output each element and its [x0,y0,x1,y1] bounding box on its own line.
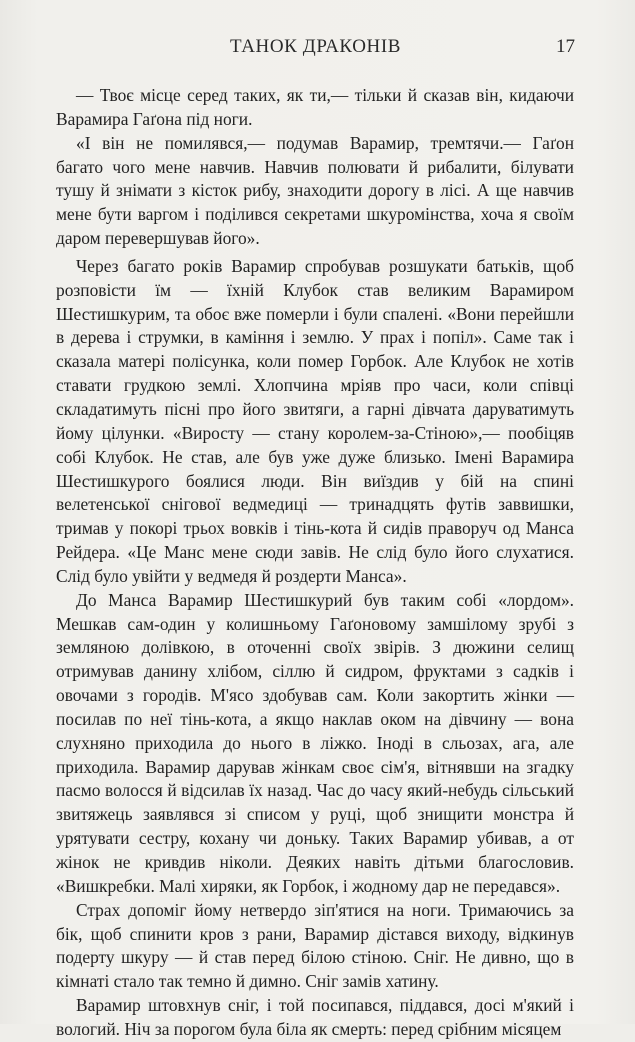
page-header [56,36,575,60]
paragraph-3: Через багато років Варамир спробував розшукати батьків, щоб розповісти їм — їхній Клубок став великим Варамиром Шестишкурим, та обоє вже померли і були спалені. «Вони перейшли в дерева і струмки, в каміння і землю. У прах і попіл». Саме так і сказала матері полісунка, коли помер Горбок. Але Клубок не хотів ставати грудкою землі. Хлопчина мріяв про часи, коли співці складатимуть пісні про його звитяги, а гарні дівчата даруватимуть йому цілунки. «Виросту — стану королем-за-Стіною»,— пообіцяв собі Клубок. Не став, але був уже дуже близько. Імені Варамира Шестишкурого боялися люди. Він виїздив у бій на спині велетенської снігової ведмедиці — тринадцять футів заввишки, тримав у покорі трьох вовків і тінь-кота й сидів праворуч од Манса Рейдера. «Це Манс мене сюди завів. Не слід було його слухатися. Слід було увійти у ведмедя й роздерти Манса». [56,255,574,586]
paragraph-5: Страх допоміг йому нетвердо зіп'ятися на ноги. Тримаючись за бік, щоб спинити кров з рани, Варамир дістався виходу, відкинув подерту шкуру — й став перед білою стіною. Сніг. Не дивно, що в кімнаті стало так темно й димно. Сніг замів хатину. [56,899,574,992]
paragraph-2: «І він не помилявся,— подумав Варамир, тремтячи.— Гаґон багато чого мене навчив. Навчив полювати й рибалити, білувати тушу й знімати з кісток рибу, знаходити дорогу в лісі. А ще навчив мене бути варгом і поділився секретами шкуромінства, хоча я своїм даром перевершував його». [56,132,574,249]
paragraph-4: До Манса Варамир Шестишкурий був таким собі «лордом». Мешкав сам-один у колишньому Гаґоновому замшілому зрубі з земляною долівкою, в оточенні своїх звірів. З дюжини селищ отримував данину хлібом, сіллю й сидром, фруктами з садків і овочами з городів. М'ясо здобував сам. Коли закортить жінки — посилав по неї тінь-кота, а якщо наклав оком на дівчину — вона слухняно приходила до нього в ліжко. Іноді в сльозах, ага, але приходила. Варамир дарував жінкам своє сім'я, вітнявши на згадку пасмо волосся й відсилав їх назад. Час до часу який-небудь сільський звитяжець заявлявся зі списом у руці, щоб знищити монстра й урятувати сестру, кохану чи доньку. Таких Варамир убивав, а от жінок не кривдив ніколи. Деяких навіть дітьми благословив. «Вишкребки. Малі хиряки, як Горбок, і жодному дар не передався». [56,589,574,896]
paragraph-6: Варамир штовхнув сніг, і той посипався, піддався, досі м'який і вологий. Ніч за порогом була біла як смерть: перед срібним місяцем [56,995,574,1039]
page-number: 17 [556,36,575,57]
body-text [56,84,574,1042]
paragraph-1: — Твоє місце серед таких, як ти,— тільки й сказав він, кидаючи Варамира Гаґона під ноги. [56,85,574,129]
running-title: ТАНОК ДРАКОНІВ [229,36,402,57]
